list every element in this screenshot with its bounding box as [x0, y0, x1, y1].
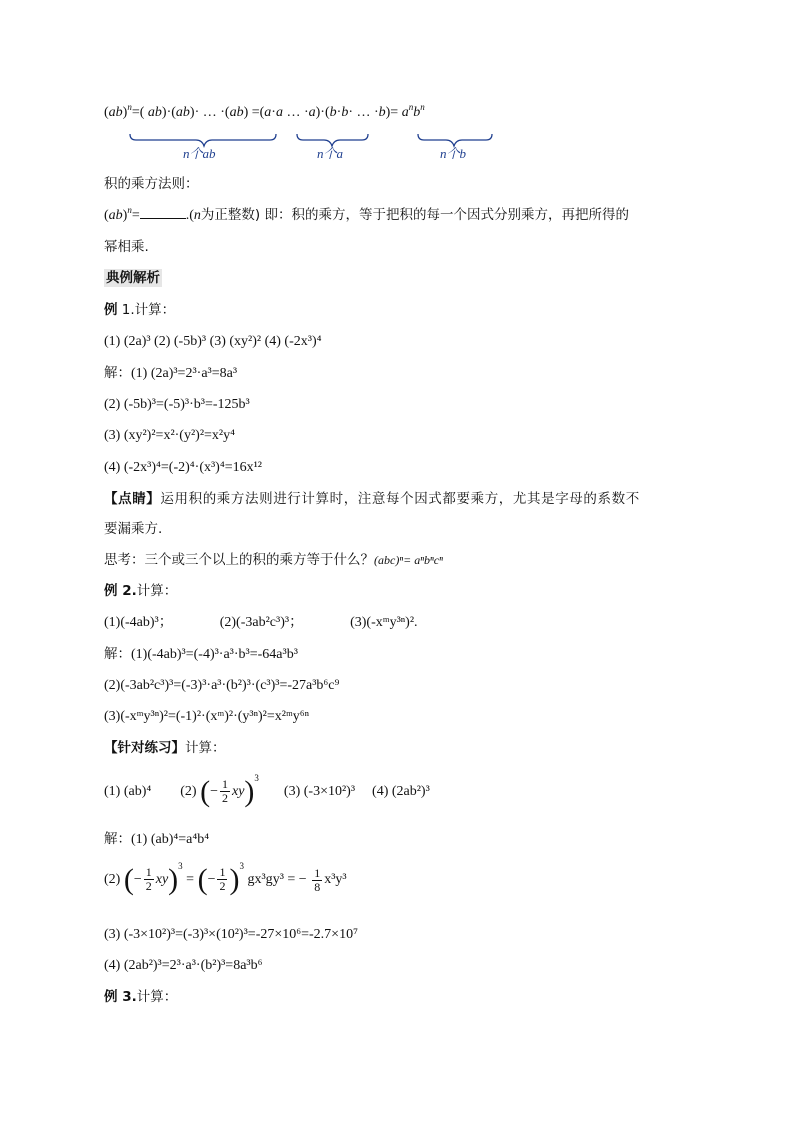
solution-text: (1) (ab)⁴=a⁴b⁴ [131, 832, 210, 847]
variable: xy [155, 872, 169, 887]
example-label: 例 [104, 302, 118, 318]
rule-text: n [193, 208, 201, 223]
formula-text: · … · [348, 105, 379, 120]
rule-text: ( [104, 208, 109, 223]
fraction-denominator: 2 [145, 879, 152, 894]
fraction [312, 867, 322, 894]
formula-text: )·( [161, 105, 176, 120]
example-1-solution-2: (2) (-5b)³=(-5)³·b³=-125b³ [104, 397, 250, 412]
practice-solution-3: (3) (-3×10²)³=(-3)³×(10²)³=-27×10⁶=-2.7×10⁷ [104, 927, 358, 942]
example-3-title [104, 988, 177, 1006]
formula-text: ab [108, 105, 123, 120]
rule-text: .( [185, 208, 194, 223]
fraction-numerator: 1 [145, 865, 152, 880]
problem-text: (3)(-xᵐy³ⁿ)². [350, 615, 418, 630]
example-instruction: 计算： [134, 302, 176, 318]
formula-text: )· … ·( [189, 105, 230, 120]
formula-exponent: n [420, 102, 425, 112]
fraction [144, 866, 154, 893]
rule-exponent: n [127, 205, 132, 215]
solution-text: y³ = − [272, 872, 307, 888]
formula-exponent: n [127, 102, 132, 112]
fraction-numerator: 1 [221, 777, 228, 792]
formula-text: =( [131, 105, 148, 120]
example-label: 例 [104, 583, 118, 599]
formula-text: )·( [315, 105, 330, 120]
fraction-numerator: 1 [314, 865, 321, 880]
think-question [104, 551, 443, 570]
tip-text: 运用积的乘方法则进行计算时，注意每个因式都要乘方，尤其是字母的系数不 [160, 491, 640, 507]
example-2-title [104, 582, 177, 600]
example-2-solution-1 [104, 645, 298, 664]
rule-statement-cont: 幂相乘. [104, 239, 149, 255]
formula-text: a [264, 105, 272, 120]
think-answer: (abc)ⁿ= aⁿbⁿcⁿ [374, 553, 443, 567]
example-number: 2. [117, 583, 137, 599]
section-heading [104, 269, 162, 287]
problem-text: (1) (ab)⁴ [104, 784, 152, 800]
exponent: 3 [178, 861, 183, 871]
fraction-expression: (− $\frac{1}{2}$ xy)$^3$ [200, 773, 259, 808]
fraction-expression: (− $\frac{1}{2}$ )$^3$ [197, 861, 244, 896]
exponent: 3 [254, 773, 259, 783]
formula-exponent: n [408, 102, 414, 112]
section-heading-text: 典例解析 [106, 270, 160, 286]
brace-label-2: n个a [317, 146, 344, 161]
solution-text: g [247, 872, 255, 888]
problem-text: (4) (2ab²)³ [372, 784, 430, 800]
formula-text: a [275, 105, 283, 120]
think-text: 思考：三个或三个以上的积的乘方等于什么？ [104, 552, 374, 568]
formula-text: ab [147, 105, 162, 120]
example-1-solution-1 [104, 364, 237, 383]
solution-prefix: 解： [104, 831, 131, 847]
rule-statement [104, 206, 629, 225]
formula-text: ab [229, 105, 244, 120]
example-instruction: 计算： [136, 583, 178, 599]
rule-text: 为正整数) 即：积的乘方，等于把积的每一个因式分别乘方，再把所得的 [200, 207, 629, 223]
problem-text: (2)(-3ab²c³)³； [219, 615, 304, 630]
solution-prefix: 解： [104, 365, 131, 381]
fraction [217, 866, 227, 893]
example-1-solution-4: (4) (-2x³)⁴=(-2)⁴·(x³)⁴=16x¹² [104, 460, 263, 475]
brace-label-1: n个ab [183, 146, 216, 161]
minus-sign: − [210, 784, 218, 799]
formula-text: b [329, 105, 337, 120]
underbraces [0, 0, 794, 170]
example-2-solution-2: (2)(-3ab²c³)³=(-3)³·a³·(b²)³·(c³)³=-27a³b⁶c⁹ [104, 678, 340, 693]
example-label: 例 [104, 989, 118, 1005]
formula-text: b [378, 105, 386, 120]
practice-instruction: 计算： [185, 740, 226, 756]
example-instruction: 计算： [136, 989, 178, 1005]
equals-sign: = [186, 872, 195, 888]
formula-text: ( [104, 105, 109, 120]
solution-text: x³g [254, 872, 273, 888]
example-2-problems [104, 614, 418, 632]
example-number: 3. [117, 989, 137, 1005]
tip-cont: 要漏乘方. [104, 521, 163, 537]
fraction-denominator: 8 [314, 879, 321, 894]
problem-text: (3) (-3×10²)³ [283, 784, 356, 800]
solution-text: (2) [104, 872, 121, 888]
rule-title: 积的乘方法则： [104, 176, 199, 192]
solution-text: x³y³ [324, 872, 347, 888]
fraction [220, 778, 230, 805]
formula-text: )= [385, 105, 402, 120]
rule-text: = [131, 208, 140, 223]
formula-text: ) [122, 105, 128, 120]
formula-text: ) =( [243, 105, 265, 120]
fill-in-blank [140, 206, 186, 219]
example-2-solution-3: (3)(-xᵐy³ⁿ)²=(-1)²·(xᵐ)²·(y³ⁿ)²=x²ᵐy⁶ⁿ [104, 709, 310, 724]
rule-text: ab [108, 208, 123, 223]
problem-text: (2) [180, 784, 197, 800]
formula-text: ab [175, 105, 190, 120]
formula-text: … · [282, 105, 309, 120]
fraction-denominator: 2 [221, 791, 228, 806]
solution-text: (1) (2a)³=2³·a³=8a³ [131, 366, 238, 381]
formula-text: · [336, 105, 342, 120]
formula-text: b [341, 105, 349, 120]
practice-solution-1 [104, 830, 209, 849]
formula-text: a [308, 105, 316, 120]
problem-text: (1)(-4ab)³； [104, 615, 173, 630]
example-number: 1. [117, 302, 135, 318]
fraction-denominator: 2 [219, 879, 226, 894]
example-1-solution-3: (3) (xy²)²=x²·(y²)²=x²y⁴ [104, 428, 235, 443]
formula-text: a [401, 105, 409, 120]
example-1-problems: (1) (2a)³ (2) (-5b)³ (3) (xy²)² (4) (-2x³)⁴ [104, 334, 322, 349]
exponent: 3 [239, 861, 244, 871]
tip-label: 【点睛】 [104, 491, 161, 507]
variable: xy [231, 784, 245, 799]
solution-prefix: 解： [104, 646, 131, 662]
formula-text: · [271, 105, 276, 120]
tip [104, 490, 640, 508]
formula-text: b [413, 105, 421, 120]
fraction-numerator: 1 [219, 865, 226, 880]
practice-solution-2 [104, 862, 347, 906]
fraction-expression: (− $\frac{1}{2}$ xy)$^3$ [123, 861, 183, 896]
practice-title [104, 739, 226, 757]
solution-text: (1)(-4ab)³=(-4)³·a³·b³=-64a³b³ [131, 647, 298, 662]
practice-label: 【针对练习】 [104, 740, 185, 756]
brace-label-3: n个b [440, 146, 467, 161]
rule-text: ) [122, 208, 128, 223]
example-1-title [104, 301, 175, 319]
practice-solution-4: (4) (2ab²)³=2³·a³·(b²)³=8a³b⁶ [104, 958, 263, 973]
practice-problems [104, 774, 430, 814]
